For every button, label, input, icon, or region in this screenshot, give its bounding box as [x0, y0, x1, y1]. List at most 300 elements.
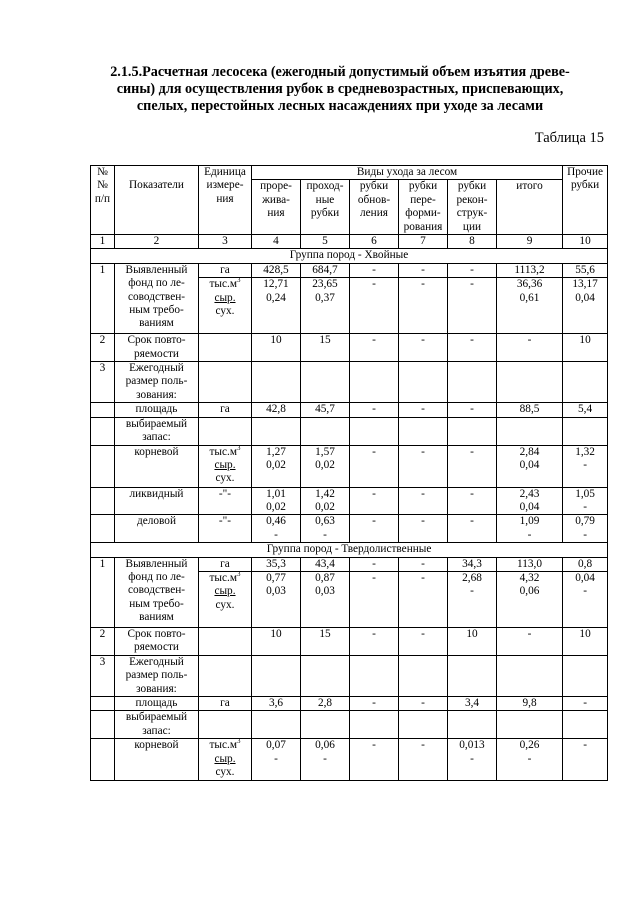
table-row — [91, 696, 608, 710]
table-cell — [301, 711, 350, 739]
table-cell: - — [350, 487, 399, 515]
table-cell — [91, 515, 115, 543]
section-title — [80, 64, 600, 115]
table-row — [91, 557, 608, 571]
cell-text: рования — [403, 220, 443, 233]
table-cell: 1 — [91, 557, 115, 627]
table-cell: - — [399, 515, 448, 543]
table-cell — [563, 655, 608, 696]
header-num — [91, 166, 115, 235]
table-cell — [301, 571, 350, 627]
table-cell: - — [350, 515, 399, 543]
table-cell: 34,3 — [448, 557, 497, 571]
table-cell — [301, 278, 350, 334]
cell-text: 23,65 — [312, 278, 338, 291]
cell-text: рубки — [310, 207, 340, 220]
cell-text: размер поль- — [125, 375, 188, 388]
cell-text: рубки — [570, 179, 600, 192]
table-cell — [497, 655, 563, 696]
table-cell — [497, 711, 563, 739]
table-cell: га — [199, 557, 252, 571]
table-row — [91, 334, 608, 362]
table-cell: -"- — [199, 515, 252, 543]
cell-text: 1,01 — [266, 487, 286, 500]
table-cell: 5 — [301, 235, 350, 249]
cell-text: п/п — [94, 192, 111, 205]
table-cell: - — [399, 263, 448, 277]
cell-text: - — [470, 585, 474, 598]
table-cell: - — [563, 739, 608, 781]
table-cell: - — [399, 278, 448, 334]
cell-text: Ежегодный — [129, 362, 184, 375]
cell-text: - — [583, 585, 587, 598]
table-cell: - — [399, 696, 448, 710]
cell-text: 0,24 — [266, 291, 286, 304]
cell-text: 0,37 — [315, 291, 335, 304]
table-cell — [399, 711, 448, 739]
table-cell: - — [448, 445, 497, 487]
cell-text: тыс.м — [209, 445, 237, 458]
cell-text: 2,84 — [519, 445, 540, 458]
table-cell — [497, 515, 563, 543]
table-cell — [497, 487, 563, 515]
cell-text: 0,04 — [519, 500, 540, 513]
table-cell — [91, 487, 115, 515]
cell-text — [201, 278, 249, 291]
table-cell — [563, 711, 608, 739]
cell-text: - — [527, 528, 532, 541]
header-other — [563, 166, 608, 235]
cell-text: ряемости — [134, 641, 179, 654]
table-cell: - — [350, 557, 399, 571]
cell-text: пере- — [410, 193, 436, 206]
table-cell: - — [563, 696, 608, 710]
cell-text: 1,32 — [575, 445, 595, 458]
cell-text: сыр. — [214, 291, 236, 304]
cell-text: 2,68 — [462, 571, 482, 584]
cell-text: форми- — [405, 207, 441, 220]
table-cell — [199, 739, 252, 781]
table-cell — [448, 417, 497, 445]
table-cell — [252, 739, 301, 781]
title-line-3: спелых, перестойных лесных насаждениях при уходе за лесами — [136, 98, 544, 114]
table-cell: ликвидный — [115, 487, 199, 515]
table-cell — [301, 362, 350, 403]
table-cell: 2 — [115, 235, 199, 249]
cell-text: сыр. — [214, 752, 236, 765]
table-cell: 1 — [91, 263, 115, 333]
table-cell: 8 — [448, 235, 497, 249]
cell-text: Срок повто- — [127, 627, 186, 640]
cell-text: тыс.м — [209, 278, 237, 291]
table-cell: 88,5 — [497, 403, 563, 417]
cell-text: Выявленный — [125, 557, 188, 570]
table-cell: - — [399, 571, 448, 627]
table-cell: 3 — [91, 362, 115, 403]
title-line-2: сины) для осуществления рубок в средневозрастных, приспевающих, — [116, 81, 564, 97]
table-cell: 43,4 — [301, 557, 350, 571]
table-cell: -"- — [199, 487, 252, 515]
cell-text: фонд по ле- — [128, 277, 185, 290]
table-cell: - — [448, 263, 497, 277]
unit-ths — [199, 278, 252, 334]
table-row — [91, 362, 608, 403]
cell-text: 3 — [237, 443, 241, 452]
cell-text: - — [527, 752, 532, 765]
table-cell: 3,4 — [448, 696, 497, 710]
group-row-conifer — [91, 249, 608, 263]
cell-text: 0,02 — [315, 458, 335, 471]
cell-text — [117, 166, 196, 179]
cell-text: измере- — [206, 179, 244, 192]
cell-text: 0,79 — [575, 515, 595, 528]
table-row — [91, 739, 608, 781]
cell-text: 0,26 — [519, 739, 540, 752]
table-cell: - — [350, 627, 399, 655]
cell-text: рубки — [408, 180, 438, 193]
table-cell — [448, 739, 497, 781]
table-cell — [563, 515, 608, 543]
table-cell: 2,8 — [301, 696, 350, 710]
table-cell: - — [497, 334, 563, 362]
table-cell: га — [199, 696, 252, 710]
table-cell — [497, 445, 563, 487]
cell-text: - — [274, 752, 278, 765]
table-row — [91, 263, 608, 277]
table-cell: 2 — [91, 334, 115, 362]
cell-text: 1,09 — [519, 515, 540, 528]
cell-text: выбираемый — [125, 417, 188, 430]
table-cell — [199, 655, 252, 696]
cell-text: запас: — [142, 431, 171, 444]
cell-text: итого — [516, 180, 543, 193]
cell-text: - — [470, 752, 474, 765]
table-cell — [252, 571, 301, 627]
cell-text: струк- — [456, 207, 488, 220]
cell-text: 0,013 — [459, 739, 485, 752]
table-cell — [252, 417, 301, 445]
table-cell — [199, 571, 252, 627]
table-cell: - — [448, 487, 497, 515]
cell-text: сух. — [215, 472, 235, 485]
table-cell: 3 — [91, 655, 115, 696]
table-cell: 1 — [91, 235, 115, 249]
cell-text: Выявленный — [125, 263, 188, 276]
header-col-passage — [301, 180, 350, 235]
table-cell: 7 — [399, 235, 448, 249]
table-cell: - — [399, 403, 448, 417]
table-cell — [563, 417, 608, 445]
table-cell: - — [350, 445, 399, 487]
table-cell — [350, 655, 399, 696]
table-cell: 4 — [252, 235, 301, 249]
cell-text: - — [323, 752, 327, 765]
table-row — [91, 711, 608, 739]
table-cell — [199, 362, 252, 403]
table-cell — [350, 362, 399, 403]
table-cell: - — [399, 445, 448, 487]
cell-text: ваниям — [139, 611, 174, 624]
cell-text: - — [274, 528, 278, 541]
cell-text: 0,04 — [575, 571, 595, 584]
table-cell: площадь — [115, 403, 199, 417]
cell-text: 12,71 — [263, 278, 289, 291]
table-cell: площадь — [115, 696, 199, 710]
table-cell — [563, 278, 608, 334]
header-col-reconstr — [448, 180, 497, 235]
table-cell: 9,8 — [497, 696, 563, 710]
table-cell: 55,6 — [563, 263, 608, 277]
label-found — [115, 263, 199, 333]
cell-text: Показатели — [129, 179, 184, 191]
table-cell: деловой — [115, 515, 199, 543]
cell-text: сух. — [215, 305, 235, 318]
table-cell — [252, 711, 301, 739]
table-cell — [91, 711, 115, 739]
table-cell — [91, 739, 115, 781]
table-cell: 10 — [563, 627, 608, 655]
harvest-table — [90, 165, 608, 781]
table-cell — [91, 417, 115, 445]
header-indicators — [115, 166, 199, 235]
table-cell: - — [350, 403, 399, 417]
table-cell: 3 — [199, 235, 252, 249]
table-cell — [301, 417, 350, 445]
table-cell: 35,3 — [252, 557, 301, 571]
header-col-thinning — [252, 180, 301, 235]
cell-text: тыс.м — [209, 571, 237, 584]
cell-text: выбираемый — [125, 711, 188, 724]
table-cell: - — [497, 627, 563, 655]
table-cell — [199, 334, 252, 362]
table-cell: Группа пород - Твердолиственные — [91, 543, 608, 557]
table-cell — [115, 627, 199, 655]
cell-text: 1,27 — [266, 445, 286, 458]
cell-text: ным требо- — [129, 597, 184, 610]
table-cell — [448, 571, 497, 627]
table-cell: - — [350, 278, 399, 334]
table-row — [91, 515, 608, 543]
table-cell — [199, 711, 252, 739]
table-cell — [301, 515, 350, 543]
table-cell — [497, 278, 563, 334]
table-cell — [199, 417, 252, 445]
table-cell — [563, 571, 608, 627]
table-cell — [115, 711, 199, 739]
cell-text: 0,04 — [519, 458, 540, 471]
cell-text: 3 — [237, 276, 241, 285]
table-cell — [301, 487, 350, 515]
cell-text: № — [97, 166, 108, 178]
table-cell — [199, 445, 252, 487]
cell-text: 1,42 — [315, 487, 335, 500]
table-cell — [563, 445, 608, 487]
cell-text: сыр. — [214, 458, 236, 471]
cell-text: 0,63 — [315, 515, 335, 528]
table-cell — [199, 627, 252, 655]
table-cell: - — [350, 739, 399, 781]
table-cell: 10 — [448, 627, 497, 655]
cell-text: 0,46 — [266, 515, 286, 528]
cell-text: 0,04 — [575, 291, 595, 304]
table-cell — [301, 655, 350, 696]
cell-text: сух. — [215, 598, 235, 611]
table-cell: 15 — [301, 627, 350, 655]
header-row-1 — [91, 166, 608, 180]
cell-text: запас: — [142, 724, 171, 737]
table-cell — [448, 711, 497, 739]
cell-text: тыс.м — [209, 739, 237, 752]
cell-text: зования: — [136, 388, 177, 401]
cell-text: ния — [267, 207, 285, 220]
table-cell: - — [399, 739, 448, 781]
table-cell: 10 — [252, 334, 301, 362]
cell-text: 0,07 — [266, 739, 286, 752]
cell-text: рубки — [359, 180, 389, 193]
cell-text: 0,61 — [519, 291, 540, 304]
table-cell: 15 — [301, 334, 350, 362]
table-cell — [399, 655, 448, 696]
cell-text: 0,06 — [519, 585, 540, 598]
table-cell — [497, 362, 563, 403]
table-row — [91, 403, 608, 417]
table-cell: Группа пород - Хвойные — [91, 249, 608, 263]
cell-text: Единица — [204, 166, 246, 178]
table-cell: - — [350, 263, 399, 277]
cell-text: фонд по ле- — [128, 570, 185, 583]
table-cell: 428,5 — [252, 263, 301, 277]
group-row-hardwood — [91, 543, 608, 557]
cell-text: ряемости — [134, 347, 179, 360]
cell-text: проре- — [260, 180, 292, 193]
header-unit — [199, 166, 252, 235]
header-col-total — [497, 180, 563, 235]
table-cell: 113,0 — [497, 557, 563, 571]
table-cell — [252, 515, 301, 543]
table-cell: - — [448, 334, 497, 362]
table-cell — [563, 362, 608, 403]
table-row — [91, 417, 608, 445]
cell-text: ления — [360, 207, 388, 220]
cell-text: Ежегодный — [129, 655, 184, 668]
cell-text — [201, 443, 249, 459]
cell-text: обнов- — [357, 193, 391, 206]
cell-text: 0,87 — [315, 571, 335, 584]
cell-text: 0,02 — [315, 500, 335, 513]
table-cell: 684,7 — [301, 263, 350, 277]
cell-text: 1,05 — [575, 487, 595, 500]
table-cell: - — [350, 334, 399, 362]
cell-text: рекон- — [456, 193, 488, 206]
table-cell: корневой — [115, 739, 199, 781]
cell-text: ции — [462, 220, 482, 233]
cell-text: сыр. — [214, 585, 236, 598]
cell-text: 2,43 — [519, 487, 540, 500]
table-cell — [497, 739, 563, 781]
cell-text: ния — [216, 192, 234, 205]
cell-text: жива- — [262, 193, 290, 206]
table-cell: 45,7 — [301, 403, 350, 417]
cell-text: 36,36 — [516, 278, 543, 291]
table-cell — [91, 696, 115, 710]
table-cell — [301, 445, 350, 487]
table-cell — [399, 362, 448, 403]
table-cell: 5,4 — [563, 403, 608, 417]
table-cell: - — [399, 334, 448, 362]
table-cell — [350, 417, 399, 445]
table-cell — [448, 655, 497, 696]
table-cell: - — [399, 487, 448, 515]
cell-text: зования: — [136, 682, 177, 695]
table-cell — [115, 655, 199, 696]
table-cell: - — [448, 278, 497, 334]
table-cell: га — [199, 403, 252, 417]
table-cell: 2 — [91, 627, 115, 655]
table-cell — [301, 739, 350, 781]
header-col-reform — [399, 180, 448, 235]
table-cell — [350, 711, 399, 739]
table-cell — [563, 487, 608, 515]
cell-text: 0,02 — [266, 500, 286, 513]
cell-text: ваниям — [139, 317, 174, 330]
cell-text: 0,06 — [315, 739, 335, 752]
table-cell: 9 — [497, 235, 563, 249]
table-cell — [115, 557, 199, 627]
table-cell — [115, 334, 199, 362]
cell-text: сух. — [215, 766, 235, 778]
cell-text: № — [97, 179, 108, 192]
cell-text: 3 — [237, 569, 241, 578]
table-caption: Таблица 15 — [534, 130, 604, 146]
cell-text: - — [323, 528, 327, 541]
table-cell: 10 — [563, 334, 608, 362]
table-cell: 0,8 — [563, 557, 608, 571]
cell-text: ным требо- — [129, 304, 184, 317]
table-cell — [115, 417, 199, 445]
table-cell: 1113,2 — [497, 263, 563, 277]
cell-text: ные — [315, 193, 335, 206]
cell-text — [201, 739, 249, 752]
table-cell — [252, 655, 301, 696]
title-line-1: 2.1.5.Расчетная лесосека (ежегодный допустимый объем изъятия древе- — [110, 64, 570, 80]
table-cell: - — [399, 627, 448, 655]
table-cell: 3,6 — [252, 696, 301, 710]
table-cell — [497, 417, 563, 445]
table-row — [91, 655, 608, 696]
cell-text: 13,17 — [572, 278, 598, 291]
cell-text: 1,57 — [315, 445, 335, 458]
table-cell: - — [399, 557, 448, 571]
table-cell: 10 — [252, 627, 301, 655]
cell-text: 4,32 — [519, 571, 540, 584]
cell-text — [201, 569, 249, 585]
table-cell — [448, 362, 497, 403]
table-cell — [252, 278, 301, 334]
header-col-renewal — [350, 180, 399, 235]
table-cell — [497, 571, 563, 627]
cell-text: размер поль- — [125, 669, 188, 682]
header-numbers-row — [91, 235, 608, 249]
cell-text: соводствен- — [127, 290, 186, 303]
cell-text: соводствен- — [127, 584, 186, 597]
table-row — [91, 487, 608, 515]
table-row — [91, 445, 608, 487]
cell-text: проход- — [306, 180, 344, 193]
cell-text: Срок повто- — [127, 334, 186, 347]
table-cell — [91, 403, 115, 417]
table-cell — [115, 362, 199, 403]
cell-text: 0,77 — [266, 571, 286, 584]
